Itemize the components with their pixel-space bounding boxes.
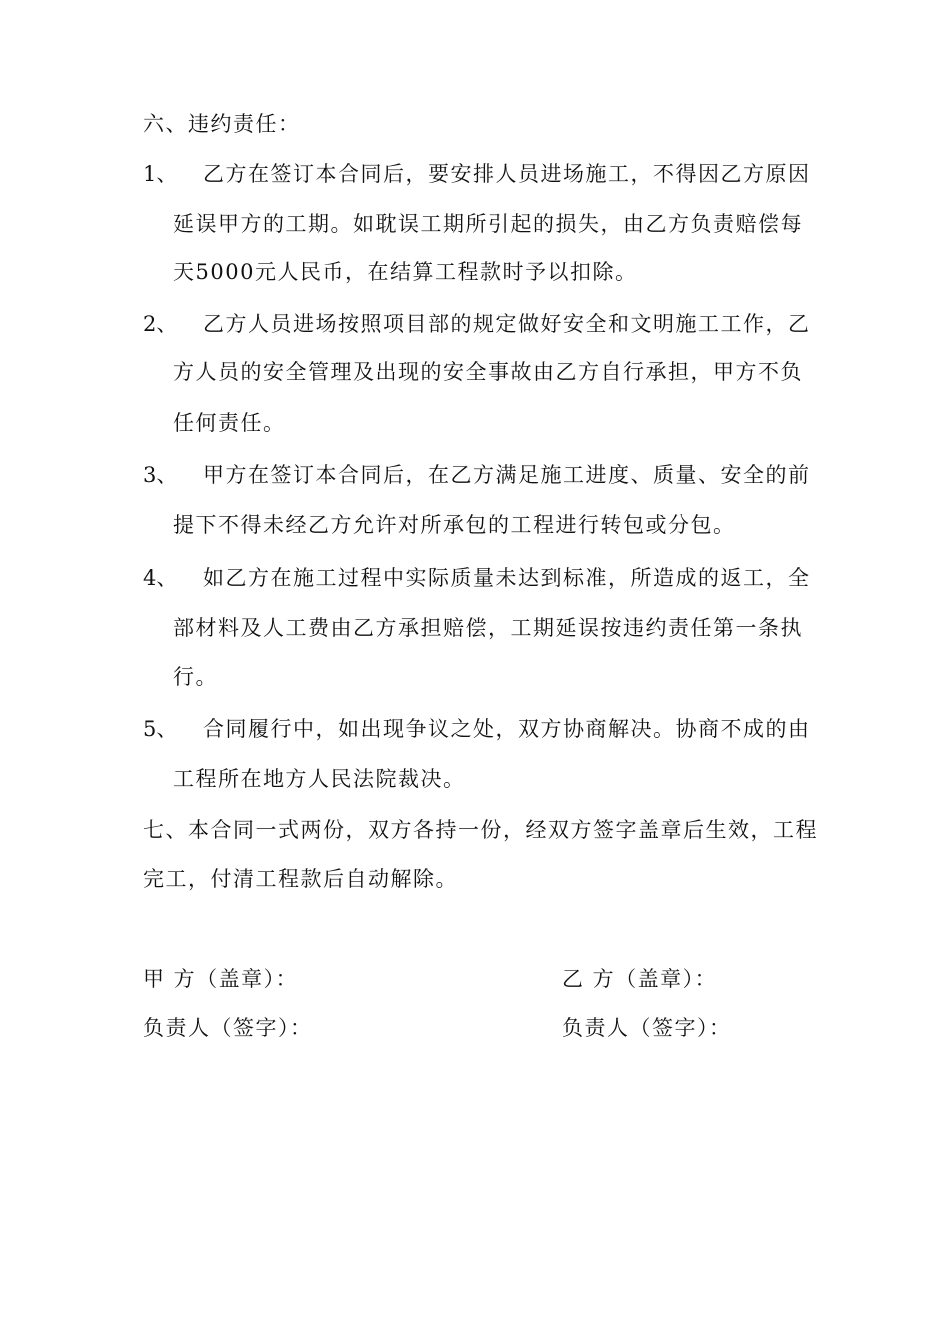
item-4-line-3: 行。 [173, 665, 218, 689]
party-a-seal-label: 甲 方（盖章）： [143, 967, 299, 991]
item-2-number: 2、 [143, 312, 178, 336]
item-5-number: 5、 [143, 717, 178, 741]
item-1-line-3: 天5000元人民币，在结算工程款时予以扣除。 [173, 260, 638, 284]
item-5-line-1: 合同履行中，如出现争议之处，双方协商解决。协商不成的由 [203, 717, 811, 741]
item-3-number: 3、 [143, 463, 178, 487]
item-2-line-3: 任何责任。 [173, 411, 286, 435]
party-b-seal-label: 乙 方（盖章）： [562, 967, 718, 991]
section-6-heading: 六、违约责任： [143, 112, 301, 136]
item-1-line-2: 延误甲方的工期。如耽误工期所引起的损失，由乙方负责赔偿每 [173, 212, 803, 236]
item-2-line-1: 乙方人员进场按照项目部的规定做好安全和文明施工工作，乙 [203, 312, 811, 336]
item-3-line-2: 提下不得未经乙方允许对所承包的工程进行转包或分包。 [173, 513, 736, 537]
item-3-line-1: 甲方在签订本合同后，在乙方满足施工进度、质量、安全的前 [203, 463, 811, 487]
section-7-line-2: 完工，付清工程款后自动解除。 [143, 867, 458, 891]
item-4-line-1: 如乙方在施工过程中实际质量未达到标准，所造成的返工，全 [203, 566, 811, 590]
item-4-line-2: 部材料及人工费由乙方承担赔偿，工期延误按违约责任第一条执 [173, 616, 803, 640]
item-1-number: 1、 [143, 162, 178, 186]
party-a-signer-label: 负责人（签字）： [143, 1016, 313, 1040]
party-b-signer-label: 负责人（签字）： [562, 1016, 732, 1040]
item-5-line-2: 工程所在地方人民法院裁决。 [173, 767, 466, 791]
item-1-line-1: 乙方在签订本合同后，要安排人员进场施工，不得因乙方原因 [203, 162, 811, 186]
item-4-number: 4、 [143, 566, 178, 590]
item-2-line-2: 方人员的安全管理及出现的安全事故由乙方自行承担，甲方不负 [173, 360, 803, 384]
section-7-line-1: 七、本合同一式两份，双方各持一份，经双方签字盖章后生效，工程 [143, 818, 818, 842]
